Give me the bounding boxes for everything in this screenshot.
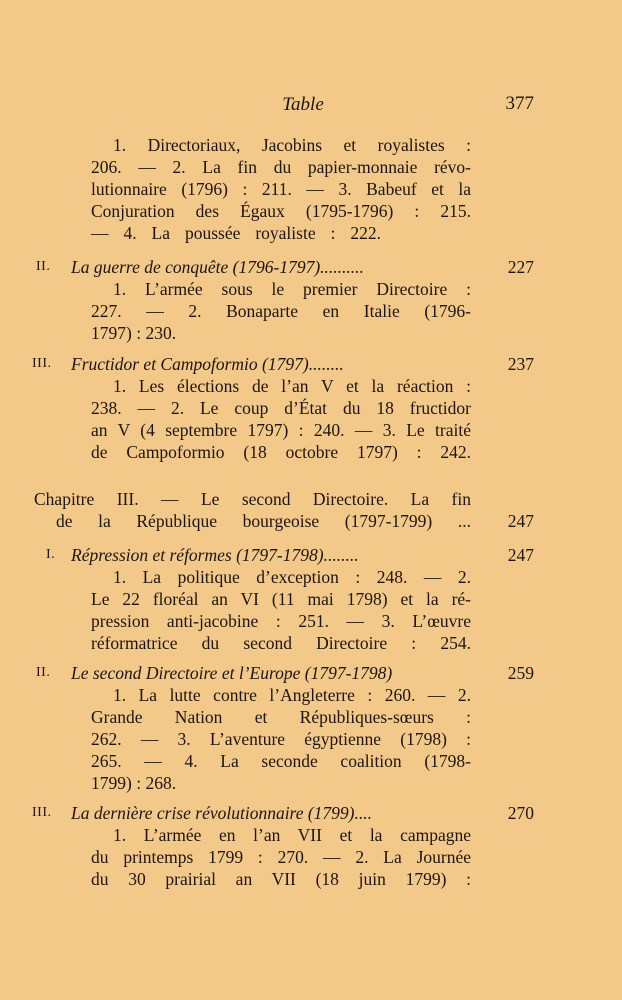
section-title: La guerre de conquête (1796-1797).......... bbox=[71, 257, 364, 277]
entry-line: Grande Nation et Républiques-sœurs : bbox=[91, 707, 471, 727]
section-page: 237 bbox=[507, 354, 534, 374]
section-title: Fructidor et Campoformio (1797)........ bbox=[71, 354, 344, 374]
section-page: 247 bbox=[507, 545, 534, 565]
entry-line: an V (4 septembre 1797) : 240. — 3. Le traité bbox=[91, 420, 471, 440]
entry-line: 1799) : 268. bbox=[91, 773, 177, 793]
section-title: Le second Directoire et l’Europe (1797-1798) bbox=[71, 663, 393, 683]
entry-line: 1. Directoriaux, Jacobins et royalistes : bbox=[113, 135, 471, 155]
entry-line: lutionnaire (1796) : 211. — 3. Babeuf et la bbox=[91, 179, 471, 199]
entry-line: — 4. La poussée royaliste : 222. bbox=[91, 223, 381, 243]
entry-line: 1. Les élections de l’an V et la réaction : bbox=[113, 376, 471, 396]
section-page: 227 bbox=[507, 257, 534, 277]
entry-line: Le 22 floréal an VI (11 mai 1798) et la ré- bbox=[91, 589, 471, 609]
section-numeral: III. bbox=[32, 356, 52, 371]
entry-line: 206. — 2. La fin du papier-monnaie révo- bbox=[91, 157, 471, 177]
entry-line: 227. — 2. Bonaparte en Italie (1796- bbox=[91, 301, 471, 321]
entry-line: 1. L’armée en l’an VII et la campagne bbox=[113, 825, 471, 845]
entry-line: 1. La politique d’exception : 248. — 2. bbox=[113, 567, 471, 587]
entry-line: 238. — 2. Le coup d’État du 18 fructidor bbox=[91, 398, 471, 418]
entry-line: de Campoformio (18 octobre 1797) : 242. bbox=[91, 442, 471, 462]
entry-line: 262. — 3. L’aventure égyptienne (1798) : bbox=[91, 729, 471, 749]
chapter-heading: Chapitre III. — Le second Directoire. La fin bbox=[34, 489, 471, 509]
section-numeral: II. bbox=[36, 259, 51, 274]
entry-line: du 30 prairial an VII (18 juin 1799) : bbox=[91, 869, 471, 889]
running-header-title: Table bbox=[282, 94, 324, 115]
entry-line: Conjuration des Égaux (1795-1796) : 215. bbox=[91, 201, 471, 221]
entry-line: 1. La lutte contre l’Angleterre : 260. — 2. bbox=[113, 685, 471, 705]
section-numeral: II. bbox=[36, 665, 51, 680]
entry-line: 1797) : 230. bbox=[91, 323, 177, 343]
chapter-heading: de la République bourgeoise (1797-1799) ... bbox=[56, 511, 471, 531]
entry-line: 1. L’armée sous le premier Directoire : bbox=[113, 279, 471, 299]
section-numeral: III. bbox=[32, 805, 52, 820]
section-title: La dernière crise révolutionnaire (1799).... bbox=[71, 803, 373, 823]
chapter-page: 247 bbox=[507, 511, 534, 531]
entry-line: 265. — 4. La seconde coalition (1798- bbox=[91, 751, 471, 771]
entry-line: réformatrice du second Directoire : 254. bbox=[91, 633, 471, 653]
section-title: Répression et réformes (1797-1798)........ bbox=[71, 545, 359, 565]
entry-line: pression anti-jacobine : 251. — 3. L’œuvre bbox=[91, 611, 471, 631]
section-page: 259 bbox=[507, 663, 534, 683]
section-numeral: I. bbox=[46, 547, 56, 562]
entry-line: du printemps 1799 : 270. — 2. La Journée bbox=[91, 847, 471, 867]
section-page: 270 bbox=[507, 803, 534, 823]
page-number: 377 bbox=[505, 93, 534, 114]
